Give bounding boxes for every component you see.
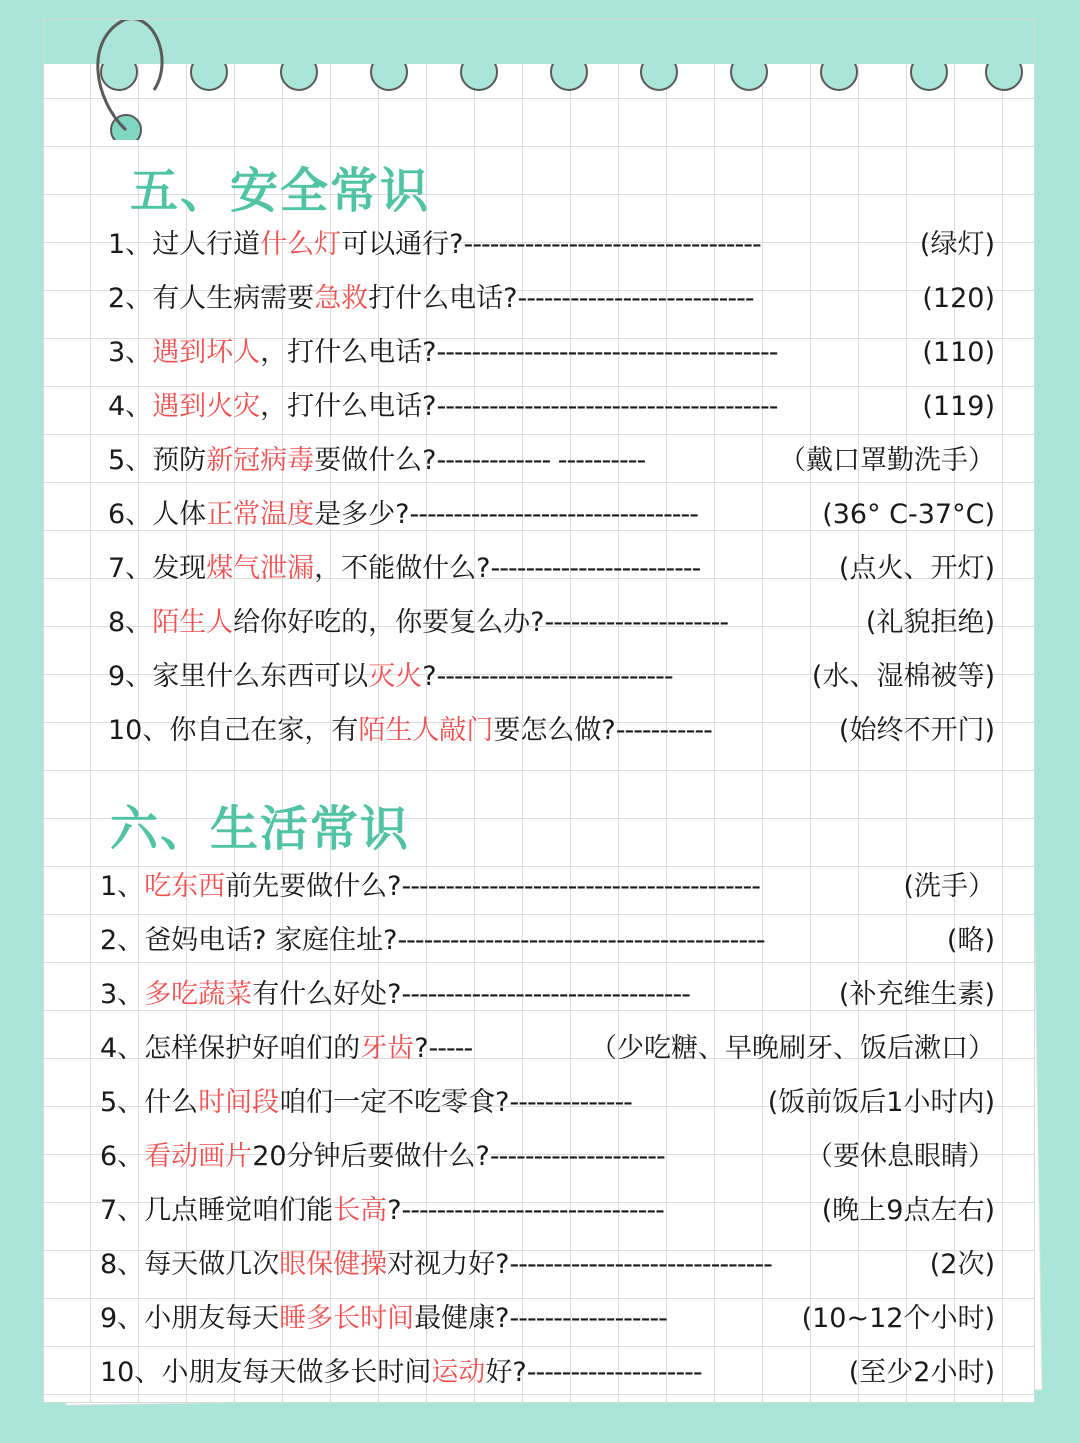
question-segment: 家里什么东西可以 — [152, 661, 369, 692]
answer-text: (120) — [922, 283, 995, 314]
qa-row — [0, 1022, 1080, 1076]
highlight-keyword: 眼保健操 — [279, 1249, 388, 1280]
dash-leader: --------------------------- — [436, 661, 673, 692]
dash-leader: -------------- — [509, 1087, 632, 1118]
question-number: 1、 — [100, 871, 145, 902]
question-segment: ，不能做什么? — [314, 553, 491, 584]
highlight-keyword: 长高 — [333, 1195, 388, 1226]
answer-text: (10~12个小时) — [801, 1303, 995, 1334]
answer-text: （戴口罩勤洗手） — [779, 445, 995, 476]
highlight-keyword: 运动 — [431, 1357, 486, 1388]
highlight-keyword: 急救 — [314, 283, 369, 314]
answer-text: (补充维生素) — [838, 979, 995, 1010]
highlight-keyword: 什么灯 — [260, 229, 342, 260]
question-number: 10、 — [100, 1357, 162, 1388]
answer-text: (绿灯) — [919, 229, 995, 260]
highlight-keyword: 遇到火灾 — [152, 391, 261, 422]
dash-leader: --------------------------------------- — [436, 337, 778, 368]
highlight-keyword: 灭火 — [368, 661, 423, 692]
qa-row — [0, 326, 1080, 380]
question-segment: 打什么电话? — [368, 283, 518, 314]
question-text — [108, 218, 761, 272]
question-segment: 有人生病需要 — [152, 283, 315, 314]
highlight-keyword: 看动画片 — [144, 1141, 253, 1172]
question-text — [100, 1076, 632, 1130]
question-number: 4、 — [108, 391, 153, 422]
question-segment: 咱们一定不吃零食? — [279, 1087, 510, 1118]
dash-leader: -------------------- — [526, 1357, 702, 1388]
dash-leader: ------------------------------------------ — [397, 925, 765, 956]
answer-text: (110) — [922, 337, 995, 368]
dash-leader: ---------------------------------- — [463, 229, 761, 260]
question-text — [108, 704, 712, 758]
dash-leader: ------------- ---------- — [436, 445, 646, 476]
answer-text: (点火、开灯) — [838, 553, 995, 584]
question-text — [100, 1292, 667, 1346]
question-segment: 要怎么做? — [493, 715, 616, 746]
dash-leader: ------------------ — [509, 1303, 667, 1334]
question-number: 6、 — [100, 1141, 145, 1172]
question-text — [100, 1184, 664, 1238]
dash-leader: --------------------- — [544, 607, 729, 638]
answer-text: (2次) — [929, 1249, 995, 1280]
qa-row — [0, 272, 1080, 326]
question-segment: 20分钟后要做什么? — [252, 1141, 490, 1172]
question-number: 2、 — [108, 283, 153, 314]
answer-text: (晚上9点左右) — [821, 1195, 995, 1226]
question-number: 6、 — [108, 499, 153, 530]
section-title-life: 六、生活常识 — [110, 801, 411, 857]
answer-text: (略) — [946, 925, 995, 956]
question-segment: 过人行道 — [152, 229, 261, 260]
highlight-keyword: 陌生人 — [152, 607, 234, 638]
question-text — [108, 272, 754, 326]
qa-row — [0, 650, 1080, 704]
answer-text: (始终不开门) — [838, 715, 995, 746]
question-segment: 要做什么? — [314, 445, 437, 476]
question-segment: ? — [387, 1195, 402, 1226]
qa-row — [0, 488, 1080, 542]
question-text — [100, 968, 690, 1022]
question-number: 3、 — [108, 337, 153, 368]
question-text — [108, 434, 645, 488]
question-segment: 发现 — [152, 553, 207, 584]
dash-leader: ----------------------------------------- — [401, 871, 760, 902]
dash-leader: ----------- — [615, 715, 712, 746]
question-number: 10、 — [108, 715, 170, 746]
question-number: 9、 — [100, 1303, 145, 1334]
answer-text: (36° C-37°C) — [822, 499, 995, 530]
question-number: 5、 — [100, 1087, 145, 1118]
question-segment: 每天做几次 — [144, 1249, 280, 1280]
question-number: 7、 — [108, 553, 153, 584]
question-segment: 人体 — [152, 499, 207, 530]
qa-row — [0, 1076, 1080, 1130]
question-segment: 小朋友每天 — [144, 1303, 280, 1334]
question-segment: 最健康? — [414, 1303, 510, 1334]
question-number: 1、 — [108, 229, 153, 260]
dash-leader: ------------------------------ — [401, 1195, 664, 1226]
dash-leader: --------------------------------- — [409, 499, 699, 530]
question-text — [108, 488, 698, 542]
answer-text: (水、湿棉被等) — [811, 661, 995, 692]
qa-row — [0, 434, 1080, 488]
question-segment: ，打什么电话? — [260, 337, 437, 368]
qa-row — [0, 542, 1080, 596]
highlight-keyword: 新冠病毒 — [206, 445, 315, 476]
highlight-keyword: 遇到坏人 — [152, 337, 261, 368]
dash-leader: --------------------------- — [517, 283, 754, 314]
qa-row — [0, 218, 1080, 272]
question-text — [108, 596, 728, 650]
highlight-keyword: 多吃蔬菜 — [144, 979, 253, 1010]
question-segment: 给你好吃的，你要复么办? — [233, 607, 545, 638]
qa-row — [0, 1292, 1080, 1346]
question-segment: 什么 — [144, 1087, 199, 1118]
qa-row — [0, 914, 1080, 968]
question-segment: 前先要做什么? — [225, 871, 402, 902]
dash-leader: --------------------------------------- — [436, 391, 778, 422]
question-text — [100, 860, 760, 914]
dash-leader: ----- — [428, 1033, 473, 1064]
paper-torn-edge — [44, 20, 1034, 140]
answer-text: (至少2小时) — [848, 1357, 995, 1388]
qa-row — [0, 968, 1080, 1022]
dash-leader: ------------------------ — [490, 553, 701, 584]
question-text — [100, 914, 765, 968]
highlight-keyword: 陌生人敲门 — [358, 715, 494, 746]
question-segment: 预防 — [152, 445, 207, 476]
question-segment: ，打什么电话? — [260, 391, 437, 422]
question-text — [100, 1238, 772, 1292]
highlight-keyword: 正常温度 — [206, 499, 315, 530]
question-segment: 是多少? — [314, 499, 410, 530]
dash-leader: ------------------------------ — [509, 1249, 772, 1280]
question-segment: ? — [422, 661, 437, 692]
question-number: 9、 — [108, 661, 153, 692]
qa-row — [0, 1346, 1080, 1400]
question-segment: 几点睡觉咱们能 — [144, 1195, 334, 1226]
question-number: 7、 — [100, 1195, 145, 1226]
question-number: 8、 — [108, 607, 153, 638]
question-segment: 有什么好处? — [252, 979, 402, 1010]
question-segment: 好? — [485, 1357, 527, 1388]
answer-text: (119) — [922, 391, 995, 422]
question-text — [108, 326, 778, 380]
answer-text: （少吃糖、早晚刷牙、饭后漱口） — [590, 1033, 995, 1064]
question-number: 3、 — [100, 979, 145, 1010]
question-segment: 爸妈电话? 家庭住址? — [144, 925, 398, 956]
qa-row — [0, 860, 1080, 914]
question-number: 5、 — [108, 445, 153, 476]
question-segment: 小朋友每天做多长时间 — [161, 1357, 432, 1388]
highlight-keyword: 时间段 — [198, 1087, 280, 1118]
highlight-keyword: 煤气泄漏 — [206, 553, 315, 584]
question-segment: ? — [414, 1033, 429, 1064]
highlight-keyword: 牙齿 — [360, 1033, 415, 1064]
question-text — [108, 380, 778, 434]
qa-row — [0, 596, 1080, 650]
answer-text: (礼貌拒绝) — [865, 607, 995, 638]
answer-text: (洗手） — [903, 871, 995, 902]
dash-leader: -------------------- — [489, 1141, 665, 1172]
question-text — [100, 1130, 665, 1184]
question-segment: 可以通行? — [341, 229, 464, 260]
dash-leader: --------------------------------- — [401, 979, 691, 1010]
qa-row — [0, 1130, 1080, 1184]
highlight-keyword: 吃东西 — [144, 871, 226, 902]
question-text — [100, 1022, 472, 1076]
question-segment: 怎样保护好咱们的 — [144, 1033, 361, 1064]
question-number: 4、 — [100, 1033, 145, 1064]
section-title-safety: 五、安全常识 — [130, 163, 431, 219]
question-number: 8、 — [100, 1249, 145, 1280]
answer-text: (饭前饭后1小时内) — [767, 1087, 995, 1118]
question-text — [100, 1346, 702, 1400]
question-text — [108, 542, 700, 596]
question-number: 2、 — [100, 925, 145, 956]
highlight-keyword: 睡多长时间 — [279, 1303, 415, 1334]
qa-row — [0, 1238, 1080, 1292]
qa-row — [0, 380, 1080, 434]
qa-row — [0, 1184, 1080, 1238]
qa-row — [0, 704, 1080, 758]
question-text — [108, 650, 673, 704]
answer-text: （要休息眼睛） — [806, 1141, 995, 1172]
question-segment: 对视力好? — [387, 1249, 510, 1280]
question-segment: 你自己在家，有 — [169, 715, 359, 746]
